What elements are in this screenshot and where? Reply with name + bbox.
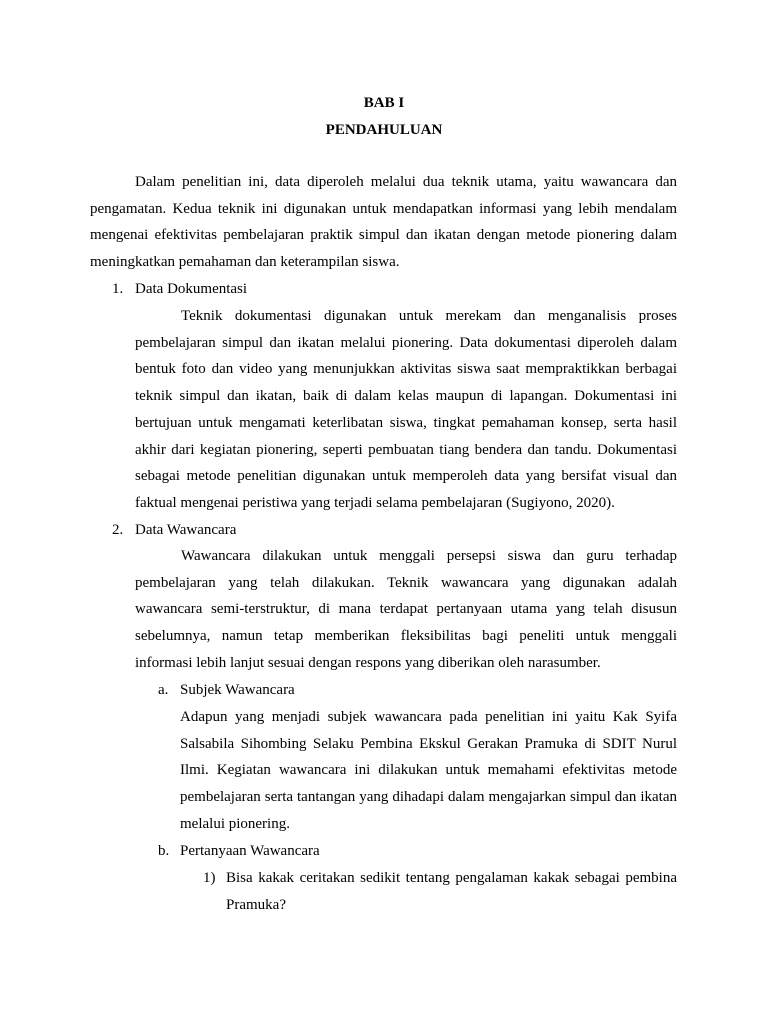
subjek-paragraph: Adapun yang menjadi subjek wawancara pada penelitian ini yaitu Kak Syifa Salsabila Sihombing Selaku Pembina Ekskul Gerakan Pramuka di SDIT Nurul Ilmi. Kegiatan wawancara ini dilakukan untuk memahami efektivitas metode pembelajaran serta tantangan yang dihadapi dalam mengajarkan simpul dan ikatan melalui pionering.: [180, 709, 677, 832]
subsection-label: Subjek Wawancara: [180, 682, 295, 698]
intro-paragraph: Dalam penelitian ini, data diperoleh melalui dua teknik utama, yaitu wawancara dan pengamatan. Kedua teknik ini digunakan untuk mendapatkan informasi yang lebih mendalam mengenai efektivitas pembelajaran praktik simpul dan ikatan dengan metode pionering dalam meningkatkan pemahaman dan keterampilan siswa.: [90, 174, 677, 271]
section-label: Data Dokumentasi: [135, 281, 248, 297]
question-text: Bisa kakak ceritakan sedikit tentang pengalaman kakak sebagai pembina Pramuka?: [226, 870, 677, 913]
wawancara-paragraph: Wawancara dilakukan untuk menggali persepsi siswa dan guru terhadap pembelajaran yang telah dilakukan. Teknik wawancara yang digunakan adalah wawancara semi-terstruktur, di mana terdapat pertanyaan utama yang telah disusun sebelumnya, namun tetap memberikan fleksibilitas bagi peneliti untuk menggali informasi lebih lanjut sesuai dengan respons yang diberikan oleh narasumber.: [135, 548, 677, 671]
section-label: Data Wawancara: [135, 522, 237, 538]
chapter-number: BAB I: [363, 95, 405, 111]
section-number: 1.: [112, 281, 124, 297]
dokumentasi-paragraph: Teknik dokumentasi digunakan untuk merekam dan menganalisis proses pembelajaran simpul dan ikatan melalui pionering. Data dokumentasi diperoleh dalam bentuk foto dan video yang menunjukkan aktivitas siswa saat mempraktikkan berbagai teknik simpul dan ikatan, baik di dalam kelas maupun di lapangan. Dokumentasi ini bertujuan untuk mengamati keterlibatan siswa, tingkat pemahaman konsep, serta hasil akhir dari kegiatan pionering, seperti pembuatan tiang bendera dan tandu. Dokumentasi sebagai metode penelitian digunakan untuk memperoleh data yang bersifat visual dan faktual mengenai peristiwa yang terjadi selama pembelajaran (Sugiyono, 2020).: [135, 308, 677, 511]
chapter-title: PENDAHULUAN: [325, 122, 443, 138]
subsection-label: Pertanyaan Wawancara: [180, 843, 320, 859]
section-number: 2.: [112, 522, 124, 538]
subsection-letter: b.: [158, 843, 170, 859]
question-index: 1): [203, 870, 216, 886]
subsection-letter: a.: [158, 682, 169, 698]
